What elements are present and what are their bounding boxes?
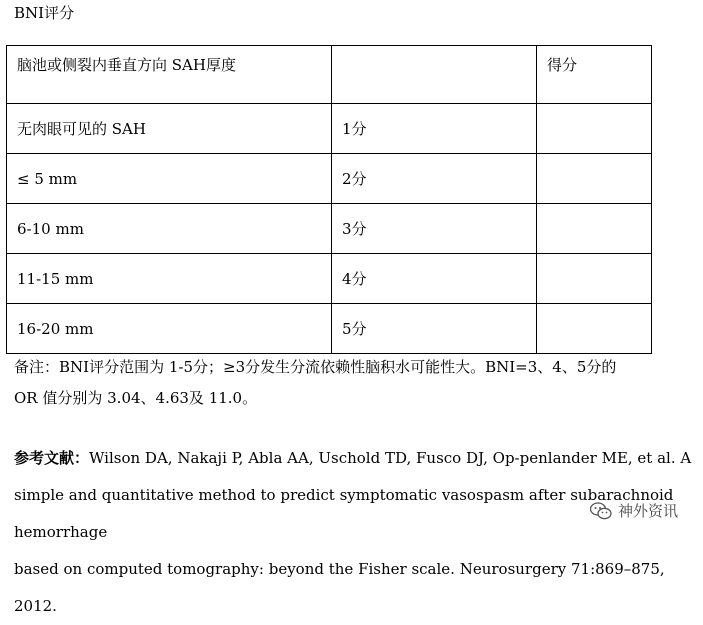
score-cell: 5分	[332, 304, 537, 354]
criterion-cell: 无肉眼可见的 SAH	[7, 104, 332, 154]
points-cell	[537, 204, 652, 254]
remarks	[14, 352, 694, 414]
references	[14, 440, 698, 625]
criterion-cell: ≤ 5 mm	[7, 154, 332, 204]
watermark	[590, 500, 678, 521]
points-cell	[537, 154, 652, 204]
wechat-icon	[590, 502, 612, 520]
table-row	[7, 204, 652, 254]
page-title: BNI评分	[14, 4, 75, 22]
points-cell	[537, 104, 652, 154]
score-cell: 4分	[332, 254, 537, 304]
table-row	[7, 154, 652, 204]
criterion-cell: 6‑10 mm	[7, 204, 332, 254]
score-cell: 3分	[332, 204, 537, 254]
table-header-row	[7, 46, 652, 104]
header-criterion: 脑池或侧裂内垂直方向 SAH厚度	[7, 46, 332, 104]
points-cell	[537, 304, 652, 354]
table-row	[7, 254, 652, 304]
score-cell: 1分	[332, 104, 537, 154]
reference-line	[14, 440, 698, 477]
reference-line: based on computed tomography: beyond the Fisher scale. Neurosurgery 71:869–875, 2012.	[14, 560, 665, 615]
table-row	[7, 104, 652, 154]
header-points: 得分	[537, 46, 652, 104]
criterion-cell: 16‑20 mm	[7, 304, 332, 354]
bni-score-table	[6, 45, 652, 354]
remarks-line: OR 值分别为 3.04、4.63及 11.0。	[14, 389, 258, 407]
score-cell: 2分	[332, 154, 537, 204]
reference-text: Wilson DA, Nakaji P, Abla AA, Uschold TD, Fusco DJ, Op-penlander ME, et al. A	[89, 449, 692, 467]
criterion-cell: 11‑15 mm	[7, 254, 332, 304]
header-empty	[332, 46, 537, 104]
remarks-line: 备注：BNI评分范围为 1-5分；≥3分发生分流依赖性脑积水可能性大。BNI=3、4、5分的	[14, 358, 617, 376]
table-row	[7, 304, 652, 354]
reference-line: simple and quantitative method to predict symptomatic vasospasm after subarachnoid hemorrhage	[14, 486, 674, 541]
points-cell	[537, 254, 652, 304]
watermark-text: 神外资讯	[618, 502, 679, 520]
references-label: 参考文献：	[14, 449, 90, 467]
